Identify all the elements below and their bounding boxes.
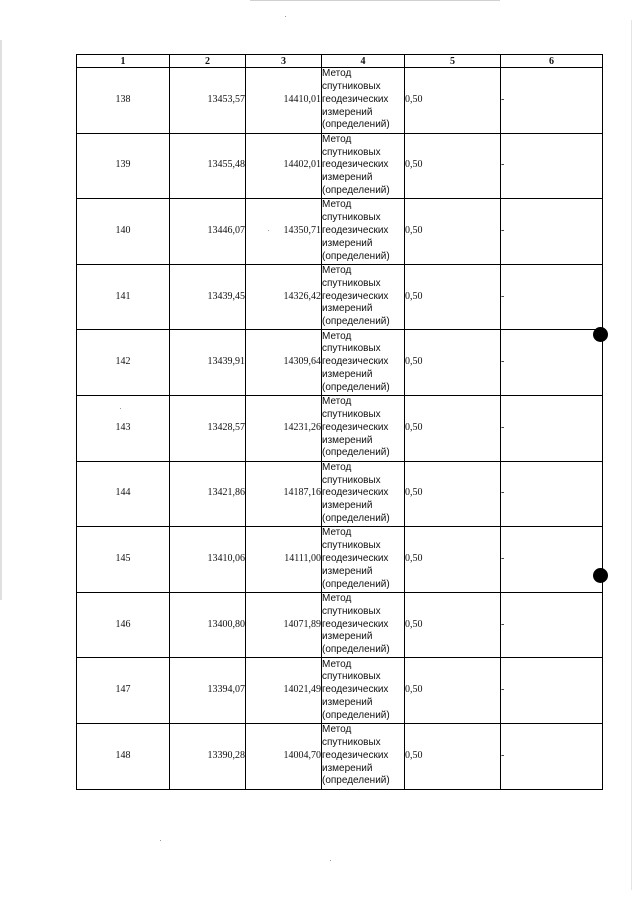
table-row	[77, 330, 603, 396]
method-line: геодезических	[322, 684, 389, 696]
method-cell	[322, 68, 405, 134]
table-row	[77, 264, 603, 330]
table-row	[77, 723, 603, 789]
method-line: спутниковых	[322, 146, 381, 158]
column-header-5: 5	[405, 55, 501, 68]
method-line: Метод	[322, 68, 352, 80]
column-header-2: 2	[170, 55, 246, 68]
x-coordinate-cell: 13428,57	[170, 395, 246, 461]
note-cell: -	[501, 527, 603, 593]
y-coordinate-cell: 14350,71	[246, 199, 322, 265]
method-line: геодезических	[322, 618, 389, 630]
note-cell: -	[501, 658, 603, 724]
method-cell	[322, 133, 405, 199]
method-line: (определений)	[322, 447, 390, 459]
y-coordinate-cell: 14410,01	[246, 68, 322, 134]
page-edge-top	[250, 0, 500, 1]
accuracy-cell: 0,50	[405, 264, 501, 330]
method-line: измерений	[322, 369, 373, 381]
method-line: измерений	[322, 303, 373, 315]
method-line: геодезических	[322, 487, 389, 499]
header-row	[77, 55, 603, 68]
point-number-cell: 144	[77, 461, 170, 527]
method-line: (определений)	[322, 775, 390, 787]
y-coordinate-cell: 14326,42	[246, 264, 322, 330]
x-coordinate-cell: 13421,86	[170, 461, 246, 527]
x-coordinate-cell: 13453,57	[170, 68, 246, 134]
method-line: (определений)	[322, 578, 390, 590]
method-line: Метод	[322, 461, 352, 473]
method-line: спутниковых	[322, 737, 381, 749]
page-edge-left	[0, 40, 2, 600]
method-line: (определений)	[322, 513, 390, 525]
point-number-cell: 140	[77, 199, 170, 265]
scan-speck	[160, 840, 161, 841]
scan-speck	[330, 860, 331, 861]
method-line: Метод	[322, 658, 352, 670]
y-coordinate-cell: 14309,64	[246, 330, 322, 396]
y-coordinate-cell: 14111,00	[246, 527, 322, 593]
y-coordinate-cell: 14231,26	[246, 395, 322, 461]
method-line: спутниковых	[322, 277, 381, 289]
table-row	[77, 199, 603, 265]
note-cell: -	[501, 461, 603, 527]
method-line: измерений	[322, 762, 373, 774]
method-line: геодезических	[322, 290, 389, 302]
method-line: спутниковых	[322, 540, 381, 552]
method-line: спутниковых	[322, 81, 381, 93]
method-cell	[322, 461, 405, 527]
page-edge-right	[631, 20, 632, 890]
method-cell	[322, 723, 405, 789]
note-cell: -	[501, 592, 603, 658]
method-line: спутниковых	[322, 605, 381, 617]
method-cell	[322, 395, 405, 461]
method-line: измерений	[322, 631, 373, 643]
method-line: измерений	[322, 172, 373, 184]
method-line: (определений)	[322, 185, 390, 197]
method-cell	[322, 199, 405, 265]
scan-speck	[285, 16, 286, 17]
point-number-cell: 145	[77, 527, 170, 593]
method-line: геодезических	[322, 225, 389, 237]
method-line: спутниковых	[322, 474, 381, 486]
method-line: измерений	[322, 697, 373, 709]
table-row	[77, 68, 603, 134]
method-line: спутниковых	[322, 343, 381, 355]
x-coordinate-cell: 13455,48	[170, 133, 246, 199]
coordinates-table	[76, 54, 603, 790]
method-line: измерений	[322, 434, 373, 446]
y-coordinate-cell: 14004,70	[246, 723, 322, 789]
method-line: (определений)	[322, 316, 390, 328]
table-row	[77, 461, 603, 527]
method-line: Метод	[322, 593, 352, 605]
method-line: геодезических	[322, 93, 389, 105]
method-line: Метод	[322, 724, 352, 736]
table-header	[77, 55, 603, 68]
method-line: Метод	[322, 265, 352, 277]
point-number-cell: 143	[77, 395, 170, 461]
note-cell: -	[501, 723, 603, 789]
table-row	[77, 658, 603, 724]
note-cell: -	[501, 68, 603, 134]
x-coordinate-cell: 13446,07	[170, 199, 246, 265]
x-coordinate-cell: 13410,06	[170, 527, 246, 593]
method-line: Метод	[322, 396, 352, 408]
y-coordinate-cell: 14071,89	[246, 592, 322, 658]
method-line: измерений	[322, 237, 373, 249]
method-line: геодезических	[322, 421, 389, 433]
method-line: спутниковых	[322, 212, 381, 224]
accuracy-cell: 0,50	[405, 330, 501, 396]
punch-hole-top	[593, 327, 608, 342]
scan-speck	[120, 408, 121, 409]
scan-speck	[268, 230, 269, 231]
method-line: измерений	[322, 106, 373, 118]
method-line: (определений)	[322, 119, 390, 131]
table-row	[77, 133, 603, 199]
table-row	[77, 395, 603, 461]
method-line: (определений)	[322, 644, 390, 656]
note-cell: -	[501, 199, 603, 265]
x-coordinate-cell: 13400,80	[170, 592, 246, 658]
method-line: измерений	[322, 565, 373, 577]
method-line: (определений)	[322, 709, 390, 721]
punch-hole-bottom	[593, 568, 608, 583]
table-row	[77, 527, 603, 593]
accuracy-cell: 0,50	[405, 723, 501, 789]
column-header-6: 6	[501, 55, 603, 68]
method-line: измерений	[322, 500, 373, 512]
accuracy-cell: 0,50	[405, 133, 501, 199]
point-number-cell: 142	[77, 330, 170, 396]
accuracy-cell: 0,50	[405, 68, 501, 134]
column-header-4: 4	[322, 55, 405, 68]
accuracy-cell: 0,50	[405, 658, 501, 724]
note-cell: -	[501, 330, 603, 396]
note-cell: -	[501, 133, 603, 199]
method-line: (определений)	[322, 381, 390, 393]
point-number-cell: 147	[77, 658, 170, 724]
column-header-3: 3	[246, 55, 322, 68]
method-line: геодезических	[322, 553, 389, 565]
method-cell	[322, 527, 405, 593]
x-coordinate-cell: 13439,91	[170, 330, 246, 396]
method-cell	[322, 264, 405, 330]
point-number-cell: 146	[77, 592, 170, 658]
method-line: (определений)	[322, 250, 390, 262]
point-number-cell: 139	[77, 133, 170, 199]
column-header-1: 1	[77, 55, 170, 68]
method-line: спутниковых	[322, 409, 381, 421]
method-line: спутниковых	[322, 671, 381, 683]
point-number-cell: 138	[77, 68, 170, 134]
point-number-cell: 141	[77, 264, 170, 330]
y-coordinate-cell: 14187,16	[246, 461, 322, 527]
note-cell: -	[501, 395, 603, 461]
method-cell	[322, 592, 405, 658]
method-line: Метод	[322, 527, 352, 539]
accuracy-cell: 0,50	[405, 199, 501, 265]
accuracy-cell: 0,50	[405, 527, 501, 593]
accuracy-cell: 0,50	[405, 395, 501, 461]
point-number-cell: 148	[77, 723, 170, 789]
method-cell	[322, 658, 405, 724]
method-cell	[322, 330, 405, 396]
table-body	[77, 68, 603, 790]
method-line: геодезических	[322, 356, 389, 368]
y-coordinate-cell: 14021,49	[246, 658, 322, 724]
method-line: Метод	[322, 330, 352, 342]
method-line: геодезических	[322, 159, 389, 171]
x-coordinate-cell: 13390,28	[170, 723, 246, 789]
y-coordinate-cell: 14402,01	[246, 133, 322, 199]
accuracy-cell: 0,50	[405, 592, 501, 658]
table-row	[77, 592, 603, 658]
method-line: геодезических	[322, 749, 389, 761]
x-coordinate-cell: 13394,07	[170, 658, 246, 724]
method-line: Метод	[322, 133, 352, 145]
x-coordinate-cell: 13439,45	[170, 264, 246, 330]
method-line: Метод	[322, 199, 352, 211]
accuracy-cell: 0,50	[405, 461, 501, 527]
note-cell: -	[501, 264, 603, 330]
